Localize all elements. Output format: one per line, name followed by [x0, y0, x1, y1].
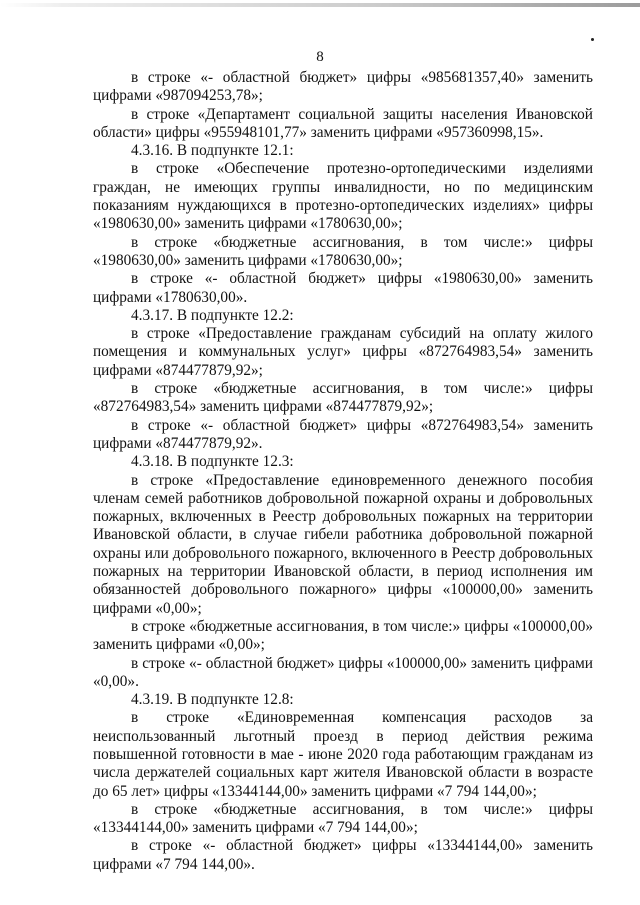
paragraph: в строке «- областной бюджет» цифры «100000,00» заменить цифрами «0,00».: [93, 654, 593, 690]
paragraph: в строке «Департамент социальной защиты населения Ивановской области» цифры «955948101,77» заменить цифрами «957360998,15».: [93, 105, 593, 141]
scan-speck: [591, 38, 594, 41]
section-heading: 4.3.18. В подпункте 12.3:: [131, 453, 294, 471]
paragraph: в строке «бюджетные ассигнования, в том числе:» цифры «1980630,00» заменить цифрами «1780630,00»;: [93, 233, 593, 269]
section-heading: 4.3.16. В подпункте 12.1:: [131, 142, 294, 160]
paragraph: в строке «- областной бюджет» цифры «872764983,54» заменить цифрами «874477879,92».: [93, 416, 593, 452]
section-heading: 4.3.17. В подпункте 12.2:: [131, 306, 294, 324]
paragraph: в строке «Предоставление гражданам субсидий на оплату жилого помещения и коммунальных услуг» цифры «872764983,54» заменить цифрами «874477879,92»;: [93, 325, 593, 379]
paragraph: в строке «- областной бюджет» цифры «1980630,00» заменить цифрами «1780630,00».: [93, 270, 593, 306]
paragraph: в строке «Единовременная компенсация расходов за неиспользованный льготный проезд в период действия режима повышенной готовности в мае - июне 2020 года работающим гражданам из числа держателей социальных карт жителя Ивановской области в возрасте до 65 лет» цифры «13344144,00» заменить цифрами «7 794 144,00»;: [93, 709, 593, 800]
paragraph: в строке «бюджетные ассигнования, в том числе:» цифры «100000,00» заменить цифрами «0,00»;: [93, 617, 593, 654]
paragraph: в строке «Предоставление единовременного денежного пособия членам семей работников добровольной пожарной охраны и добровольных пожарных, включенных в Реестр добровольных пожарных на территории Ивановской области, в случае гибели работника добровольной пожарной охраны или добровольного пожарного, включенного в Реестр добровольных пожарных на территории Ивановской области, в период исполнения им обязанностей добровольного пожарного» цифры «100000,00» заменить цифрами «0,00»;: [93, 471, 593, 617]
paragraph: в строке «Обеспечение протезно-ортопедическими изделиями граждан, не имеющих группы инвалидности, но по медицинским показаниям нуждающихся в протезно-ортопедических изделиях» цифры «1980630,00» заменить цифрами «1780630,00»;: [93, 160, 593, 233]
paragraph: в строке «- областной бюджет» цифры «985681357,40» заменить цифрами «987094253,78»;: [93, 69, 593, 105]
paragraph: в строке «бюджетные ассигнования, в том числе:» цифры «13344144,00» заменить цифрами «7 794 144,00»;: [93, 800, 593, 837]
scan-edge: [0, 3, 640, 7]
document-body: [93, 69, 593, 874]
page-number: 8: [316, 49, 324, 65]
paragraph: в строке «бюджетные ассигнования, в том числе:» цифры «872764983,54» заменить цифрами «874477879,92»;: [93, 380, 593, 416]
section-heading: 4.3.19. В подпункте 12.8:: [131, 691, 294, 709]
paragraph: в строке «- областной бюджет» цифры «13344144,00» заменить цифрами «7 794 144,00».: [93, 837, 593, 873]
